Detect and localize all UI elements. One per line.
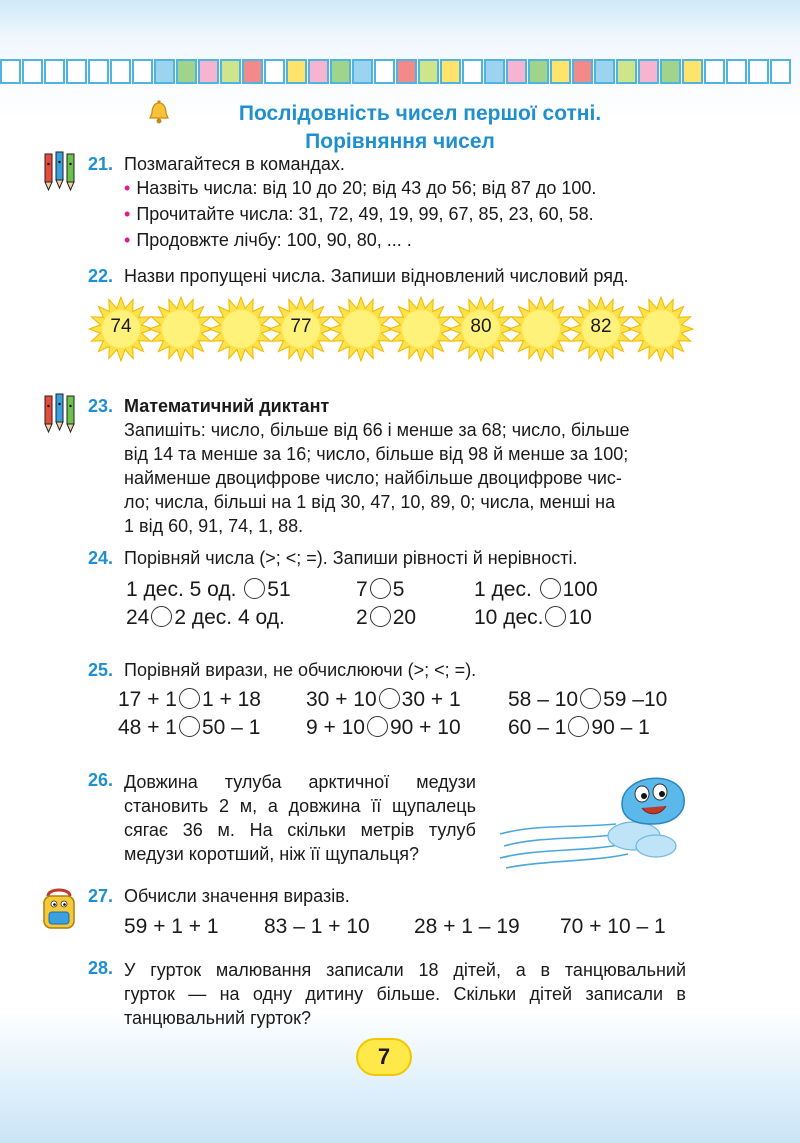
task-21 bbox=[88, 152, 345, 176]
text-line: найменше двоцифрове число; найбільше двоцифрове чис- bbox=[124, 468, 622, 488]
title-line-2: Порівняння чисел bbox=[305, 130, 495, 153]
pencils-icon bbox=[40, 150, 82, 192]
task-23-body bbox=[124, 418, 686, 538]
sun-icon bbox=[628, 296, 694, 362]
comparison-circle[interactable] bbox=[367, 716, 388, 737]
strip-square bbox=[88, 59, 109, 84]
strip-square bbox=[704, 59, 725, 84]
comparison-circle[interactable] bbox=[545, 606, 566, 627]
task-number: 22. bbox=[88, 266, 114, 286]
compare-item: 9 + 10 90 + 10 bbox=[306, 716, 461, 739]
task-text: Порівняй числа (>; <; =). Запиши рівності й нерівності. bbox=[124, 548, 578, 568]
compare-item: 58 – 10 59 –10 bbox=[508, 688, 668, 711]
comparison-circle[interactable] bbox=[580, 688, 601, 709]
text-line: від 14 та менше за 16; число, більше від 98 й менше за 100; bbox=[124, 444, 629, 464]
strip-square bbox=[572, 59, 593, 84]
task-text: Порівняй вирази, не обчислюючи (>; <; =). bbox=[124, 660, 477, 680]
text-line: гурток — на одну дитину більше. Скільки дітей записали в bbox=[124, 984, 686, 1004]
task-number: 27. bbox=[88, 886, 114, 906]
task-number: 24. bbox=[88, 548, 114, 568]
task-22 bbox=[88, 264, 629, 288]
text-line: 1 від 60, 91, 74, 1, 88. bbox=[124, 516, 304, 536]
strip-square bbox=[748, 59, 769, 84]
compare-item: 48 + 1 50 – 1 bbox=[118, 716, 261, 739]
list-item: • Прочитайте числа: 31, 72, 49, 19, 99, 67, 85, 23, 60, 58. bbox=[124, 204, 594, 224]
bullet: • bbox=[124, 204, 131, 224]
compare-item: 60 – 1 90 – 1 bbox=[508, 716, 650, 739]
strip-square bbox=[220, 59, 241, 84]
page-title bbox=[0, 100, 800, 156]
strip-square bbox=[726, 59, 747, 84]
strip-square bbox=[484, 59, 505, 84]
expression: 59 + 1 + 1 bbox=[124, 915, 219, 938]
comparison-circle[interactable] bbox=[568, 716, 589, 737]
compare-item: 1 дес. 100 bbox=[474, 578, 598, 601]
text-line: становить 2 м, а довжина її щупалець bbox=[124, 796, 476, 816]
strip-square bbox=[396, 59, 417, 84]
top-decorative-strip bbox=[0, 57, 800, 87]
sun-icon bbox=[328, 296, 394, 362]
sun-icon bbox=[508, 296, 574, 362]
text-line: танцювальний гурток? bbox=[124, 1008, 312, 1028]
strip-square bbox=[638, 59, 659, 84]
expression: 28 + 1 – 19 bbox=[414, 915, 520, 938]
sun-number: 77 bbox=[290, 316, 312, 337]
sun-icon bbox=[388, 296, 454, 362]
sun-number: 80 bbox=[470, 316, 492, 337]
strip-square bbox=[594, 59, 615, 84]
strip-square bbox=[66, 59, 87, 84]
strip-square bbox=[132, 59, 153, 84]
expression: 70 + 10 – 1 bbox=[560, 915, 666, 938]
compare-item: 1 дес. 5 од. 51 bbox=[126, 578, 291, 601]
bullet: • bbox=[124, 178, 131, 198]
title-line-1: Послідовність чисел першої сотні. bbox=[238, 102, 602, 125]
strip-square bbox=[770, 59, 791, 84]
strip-square bbox=[506, 59, 527, 84]
task-text: Позмагайтеся в командах. bbox=[124, 154, 345, 174]
sun-number: 82 bbox=[590, 316, 612, 337]
strip-square bbox=[352, 59, 373, 84]
task-26 bbox=[88, 770, 476, 866]
strip-square bbox=[22, 59, 43, 84]
task-number: 28. bbox=[88, 958, 114, 978]
task-text: Обчисли значення виразів. bbox=[124, 886, 350, 906]
expression: 83 – 1 + 10 bbox=[264, 915, 370, 938]
compare-item: 24 2 дес. 4 од. bbox=[126, 606, 285, 629]
strip-square bbox=[154, 59, 175, 84]
comparison-circle[interactable] bbox=[179, 716, 200, 737]
strip-square bbox=[44, 59, 65, 84]
task-28 bbox=[88, 958, 686, 1030]
text-line: Запишіть: число, більше від 66 і менше за 68; число, більше bbox=[124, 420, 630, 440]
task-24 bbox=[88, 546, 577, 570]
comparison-circle[interactable] bbox=[244, 578, 265, 599]
strip-square bbox=[440, 59, 461, 84]
task-number: 21. bbox=[88, 154, 114, 174]
list-item: • Назвіть числа: від 10 до 20; від 43 до 56; від 87 до 100. bbox=[124, 178, 597, 198]
text-line: медузи коротший, ніж її щупальця? bbox=[124, 844, 420, 864]
strip-square bbox=[682, 59, 703, 84]
strip-square bbox=[176, 59, 197, 84]
text-line: ло; числа, більші на 1 від 30, 47, 10, 89, 0; числа, менші на bbox=[124, 492, 616, 512]
strip-square bbox=[418, 59, 439, 84]
task-number: 23. bbox=[88, 396, 114, 416]
compare-item: 7 5 bbox=[356, 578, 405, 601]
strip-square bbox=[528, 59, 549, 84]
compare-item: 17 + 1 1 + 18 bbox=[118, 688, 261, 711]
comparison-circle[interactable] bbox=[151, 606, 172, 627]
strip-square bbox=[308, 59, 329, 84]
compare-item: 10 дес. 10 bbox=[474, 606, 592, 629]
list-item: • Продовжте лічбу: 100, 90, 80, ... . bbox=[124, 230, 412, 250]
comparison-circle[interactable] bbox=[179, 688, 200, 709]
task-text: Назви пропущені числа. Запиши відновлений числовий ряд. bbox=[124, 266, 629, 286]
task-number: 26. bbox=[88, 770, 114, 790]
backpack-icon bbox=[38, 886, 80, 932]
text-line: У гурток малювання записали 18 дітей, а в танцювальний bbox=[124, 960, 686, 980]
strip-square bbox=[286, 59, 307, 84]
pencils-icon bbox=[40, 392, 82, 434]
comparison-circle[interactable] bbox=[370, 578, 391, 599]
sun-icon bbox=[208, 296, 274, 362]
bullet: • bbox=[124, 230, 131, 250]
strip-square bbox=[374, 59, 395, 84]
compare-item: 30 + 10 30 + 1 bbox=[306, 688, 461, 711]
comparison-circle[interactable] bbox=[379, 688, 400, 709]
strip-square bbox=[550, 59, 571, 84]
strip-square bbox=[264, 59, 285, 84]
comparison-circle[interactable] bbox=[370, 606, 391, 627]
task-21-bullets bbox=[124, 176, 596, 252]
strip-square bbox=[462, 59, 483, 84]
task-25 bbox=[88, 658, 476, 682]
strip-square bbox=[110, 59, 131, 84]
compare-item: 2 20 bbox=[356, 606, 417, 629]
sun-number: 74 bbox=[110, 316, 132, 337]
strip-square bbox=[616, 59, 637, 84]
jellyfish-illustration bbox=[496, 764, 706, 872]
task-27 bbox=[88, 884, 350, 908]
comparison-circle[interactable] bbox=[540, 578, 561, 599]
strip-square bbox=[660, 59, 681, 84]
task-23 bbox=[88, 394, 329, 418]
page-number: 7 bbox=[356, 1038, 412, 1076]
text-line: сягає 36 м. На скільки метрів тулуб bbox=[124, 820, 476, 840]
strip-square bbox=[198, 59, 219, 84]
strip-square bbox=[330, 59, 351, 84]
strip-square bbox=[0, 59, 21, 84]
task-heading: Математичний диктант bbox=[124, 396, 330, 416]
task-number: 25. bbox=[88, 660, 114, 680]
strip-square bbox=[242, 59, 263, 84]
sun-icon bbox=[148, 296, 214, 362]
text-line: Довжина тулуба арктичної медузи bbox=[124, 772, 476, 792]
